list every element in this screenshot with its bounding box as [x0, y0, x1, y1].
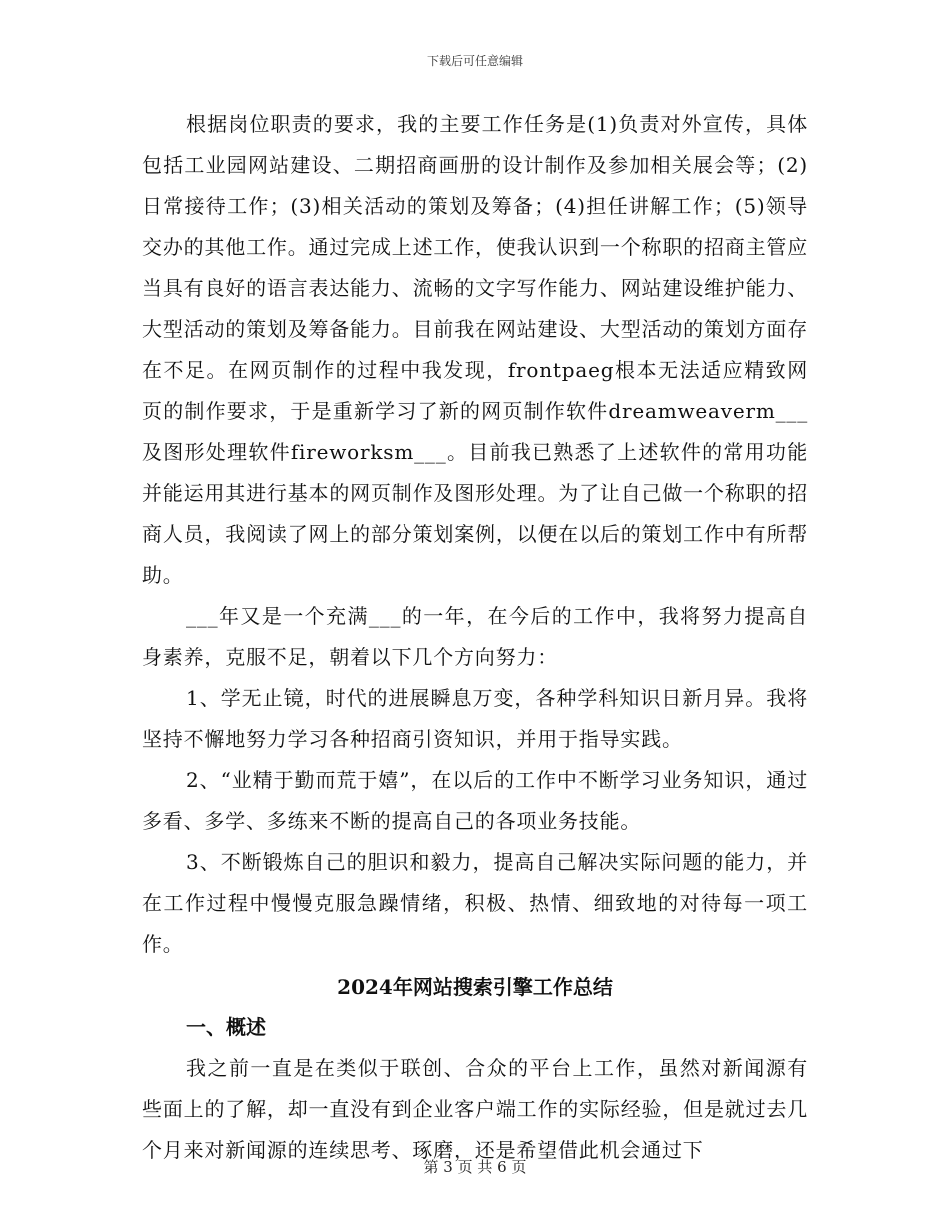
paragraph-goal-1: 1、学无止镜，时代的进展瞬息万变，各种学科知识日新月异。我将坚持不懈地努力学习各种招商引资知识，并用于指导实践。 [142, 686, 808, 751]
document-body [142, 104, 808, 1171]
section-heading-overview: 一、概述 [186, 1015, 266, 1039]
paragraph-job-duties: 根据岗位职责的要求，我的主要工作任务是(1)负责对外宣传，具体包括工业园网站建设、二期招商画册的设计制作及参加相关展会等；(2)日常接待工作；(3)相关活动的策划及筹备；(4)担任讲解工作；(5)领导交办的其他工作。通过完成上述工作，使我认识到一个称职的招商主管应当具有良好的语言表达能力、流畅的文字写作能力、网站建设维护能力、大型活动的策划及筹备能力。目前我在网站建设、大型活动的策划方面存在不足。在网页制作的过程中我发现，frontpaeg根本无法适应精致网页的制作要求，于是重新学习了新的网页制作软件dreamweaverm___及图形处理软件fireworksm___。目前我已熟悉了上述软件的常用功能并能运用其进行基本的网页制作及图形处理。为了让自己做一个称职的招商人员，我阅读了网上的部分策划案例，以便在以后的策划工作中有所帮助。 [142, 112, 808, 587]
paragraph-next-year: ___年又是一个充满___的一年，在今后的工作中，我将努力提高自身素养，克服不足，朝着以下几个方向努力： [142, 604, 808, 669]
page-footer-indicator: 第 3 页 共 6 页 [423, 1158, 527, 1176]
paragraph-overview: 我之前一直是在类似于联创、合众的平台上工作，虽然对新闻源有些面上的了解，却一直没有到企业客户端工作的实际经验，但是就过去几个月来对新闻源的连续思考、琢磨，还是希望借此机会通过下 [142, 1056, 808, 1162]
document-title: 2024年网站搜索引擎工作总结 [337, 975, 613, 999]
paragraph-goal-3: 3、不断锻炼自己的胆识和毅力，提高自己解决实际问题的能力，并在工作过程中慢慢克服急躁情绪，积极、热情、细致地的对待每一项工作。 [142, 850, 808, 956]
page-header-note: 下载后可任意编辑 [426, 54, 523, 68]
paragraph-goal-2: 2、“业精于勤而荒于嬉”，在以后的工作中不断学习业务知识，通过多看、多学、多练来不断的提高自己的各项业务技能。 [142, 768, 808, 833]
